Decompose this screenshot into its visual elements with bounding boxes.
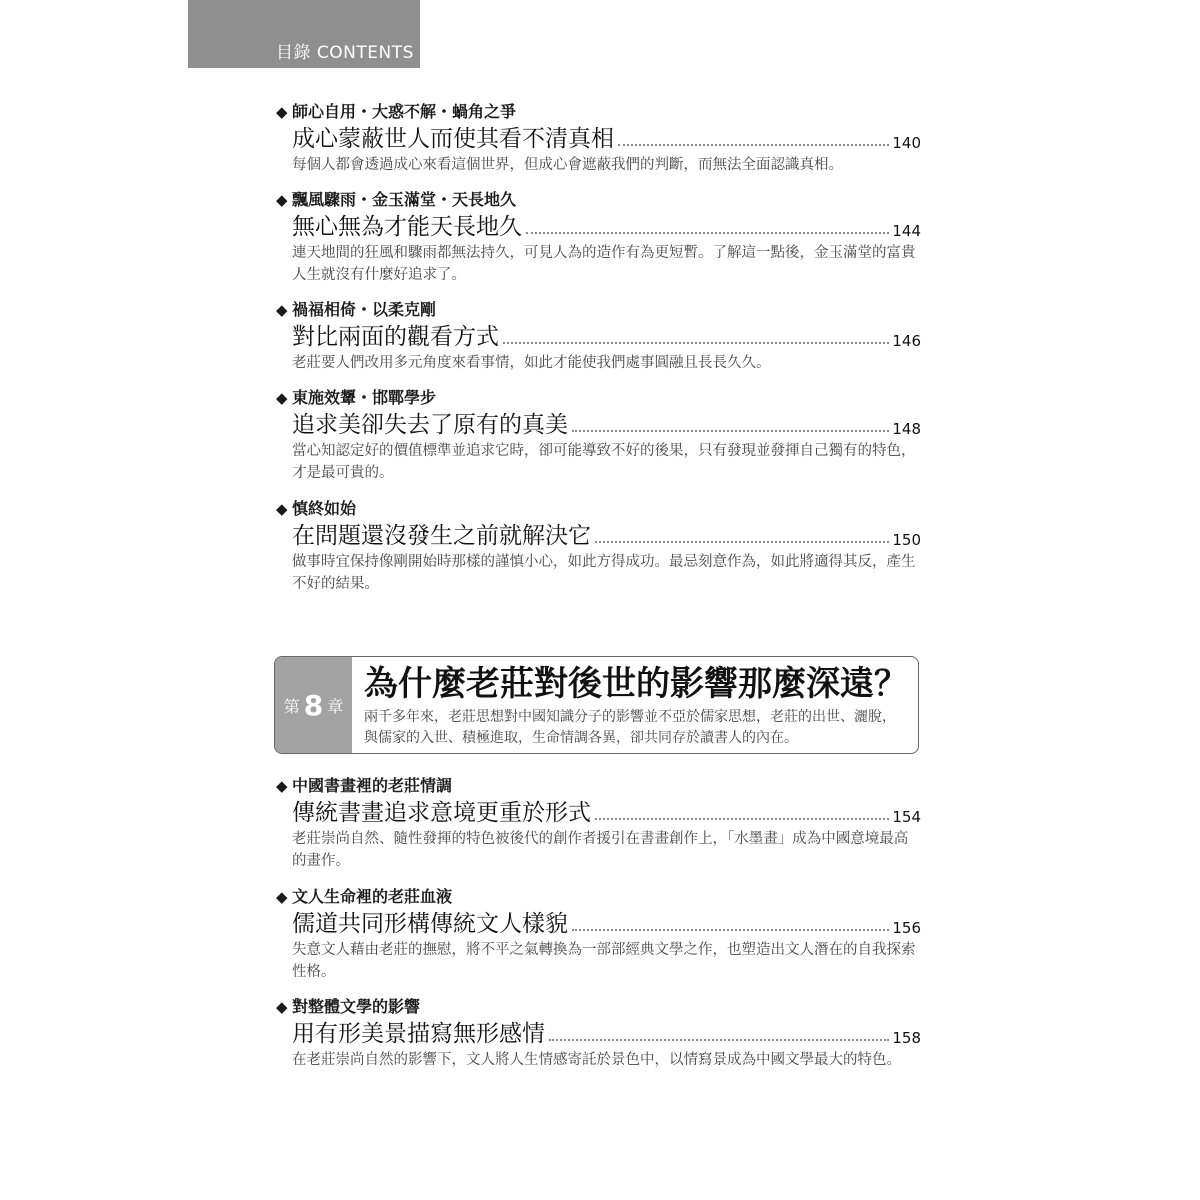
- dotted-leader: [595, 817, 889, 820]
- entry-page-number[interactable]: 158: [892, 1029, 921, 1047]
- entry-title[interactable]: 傳統書畫追求意境更重於形式: [292, 800, 591, 826]
- contents-header-tab: [188, 0, 420, 68]
- chapter-description: 兩千多年來，老莊思想對中國知識分子的影響並不亞於儒家思想，老莊的出世、灑脫，與儒家的入世、積極進取，生命情調各異，卻共同存於讀書人的內在。: [364, 709, 896, 746]
- entry-topic-label: 慎終如始: [292, 499, 357, 518]
- entry-topic: [276, 497, 921, 521]
- entry-description: 老莊要人們改用多元角度來看事情，如此才能使我們處事圓融且長長久久。: [292, 355, 771, 371]
- entry-description: 失意文人藉由老莊的撫慰，將不平之氣轉換為一部部經典文學之作，也塑造出文人潛在的自我探索性格。: [292, 942, 916, 980]
- diamond-bullet-icon: ◆: [276, 777, 288, 795]
- chapter-number: 8: [303, 688, 324, 722]
- toc-entry[interactable]: [276, 774, 921, 872]
- toc-entry[interactable]: [276, 100, 921, 176]
- diamond-bullet-icon: ◆: [276, 500, 288, 518]
- entry-topic: [276, 298, 921, 322]
- entry-title[interactable]: 儒道共同形構傳統文人樣貌: [292, 911, 568, 937]
- entry-title-row: [292, 1019, 921, 1049]
- contents-header-label: 目錄 CONTENTS: [276, 43, 414, 63]
- toc-entry[interactable]: [276, 497, 921, 595]
- entry-page-number[interactable]: 156: [892, 919, 921, 937]
- entry-topic-label: 飄風驟雨・金玉滿堂・天長地久: [292, 190, 517, 209]
- entry-topic: [276, 100, 921, 124]
- chapter-title[interactable]: 為什麼老莊對後世的影響那麼深遠？: [364, 664, 908, 704]
- entry-description: 連天地間的狂風和驟雨都無法持久，可見人為的造作有為更短暫。了解這一點後，金玉滿堂的富貴人生就沒有什麼好追求了。: [292, 245, 916, 283]
- entry-topic-label: 文人生命裡的老莊血液: [292, 887, 453, 906]
- diamond-bullet-icon: ◆: [276, 389, 288, 407]
- entry-topic-label: 對整體文學的影響: [292, 997, 421, 1016]
- entry-page-number[interactable]: 146: [892, 332, 921, 350]
- entry-topic: [276, 885, 921, 909]
- chapter-8-banner[interactable]: [274, 656, 919, 754]
- entry-description: 每個人都會透過成心來看這個世界，但成心會遮蔽我們的判斷，而無法全面認識真相。: [292, 157, 843, 173]
- toc-entry[interactable]: [276, 298, 921, 374]
- entry-page-number[interactable]: 144: [892, 222, 921, 240]
- entry-title-row: [292, 798, 921, 828]
- entry-description: 老莊崇尚自然、隨性發揮的特色被後代的創作者援引在書畫創作上，「水墨畫」成為中國意境最高的畫作。: [292, 831, 909, 869]
- entry-title-row: [292, 124, 921, 154]
- diamond-bullet-icon: ◆: [276, 888, 288, 906]
- diamond-bullet-icon: ◆: [276, 191, 288, 209]
- chapter-content: [352, 657, 918, 753]
- entry-title[interactable]: 追求美卻失去了原有的真美: [292, 412, 568, 438]
- diamond-bullet-icon: ◆: [276, 998, 288, 1016]
- entry-title[interactable]: 用有形美景描寫無形感情: [292, 1021, 545, 1047]
- entry-description: 當心知認定好的價值標準並追求它時，卻可能導致不好的後果，只有發現並發揮自己獨有的特色，才是最可貴的。: [292, 443, 916, 481]
- toc-entry[interactable]: [276, 386, 921, 484]
- entry-title[interactable]: 成心蒙蔽世人而使其看不清真相: [292, 126, 614, 152]
- toc-entry[interactable]: [276, 995, 921, 1071]
- toc-entry[interactable]: [276, 885, 921, 983]
- chapter-prefix: 第: [283, 696, 300, 716]
- diamond-bullet-icon: ◆: [276, 103, 288, 121]
- entry-title[interactable]: 無心無為才能天長地久: [292, 214, 522, 240]
- entry-topic: [276, 386, 921, 410]
- entry-topic-label: 中國書畫裡的老莊情調: [292, 776, 453, 795]
- entry-title-row: [292, 322, 921, 352]
- entry-topic-label: 東施效顰・邯鄲學步: [292, 388, 437, 407]
- entry-page-number[interactable]: 150: [892, 531, 921, 549]
- entry-topic: [276, 774, 921, 798]
- entry-title-row: [292, 410, 921, 440]
- entry-description: 在老莊崇尚自然的影響下，文人將人生情感寄託於景色中，以情寫景成為中國文學最大的特色。: [292, 1052, 901, 1068]
- entry-topic-label: 師心自用・大惑不解・蝸角之爭: [292, 102, 517, 121]
- entry-title-row: [292, 212, 921, 242]
- entry-topic: [276, 995, 921, 1019]
- entry-topic: [276, 188, 921, 212]
- entry-title-row: [292, 909, 921, 939]
- dotted-leader: [572, 928, 889, 931]
- entry-title-row: [292, 521, 921, 551]
- dotted-leader: [618, 143, 889, 146]
- entry-topic-label: 禍福相倚・以柔克剛: [292, 300, 437, 319]
- dotted-leader: [572, 429, 889, 432]
- diamond-bullet-icon: ◆: [276, 301, 288, 319]
- entry-title[interactable]: 對比兩面的觀看方式: [292, 324, 499, 350]
- entry-description: 做事時宜保持像剛開始時那樣的謹慎小心，如此方得成功。最忌刻意作為，如此將適得其反，產生不好的結果。: [292, 554, 916, 592]
- dotted-leader: [549, 1038, 889, 1041]
- toc-entry[interactable]: [276, 188, 921, 286]
- dotted-leader: [503, 341, 889, 344]
- entry-page-number[interactable]: 140: [892, 134, 921, 152]
- dotted-leader: [526, 231, 889, 234]
- chapter-suffix: 章: [327, 696, 344, 716]
- chapter-label: [275, 657, 352, 753]
- entry-title[interactable]: 在問題還沒發生之前就解決它: [292, 523, 591, 549]
- dotted-leader: [595, 540, 889, 543]
- entry-page-number[interactable]: 154: [892, 808, 921, 826]
- entry-page-number[interactable]: 148: [892, 420, 921, 438]
